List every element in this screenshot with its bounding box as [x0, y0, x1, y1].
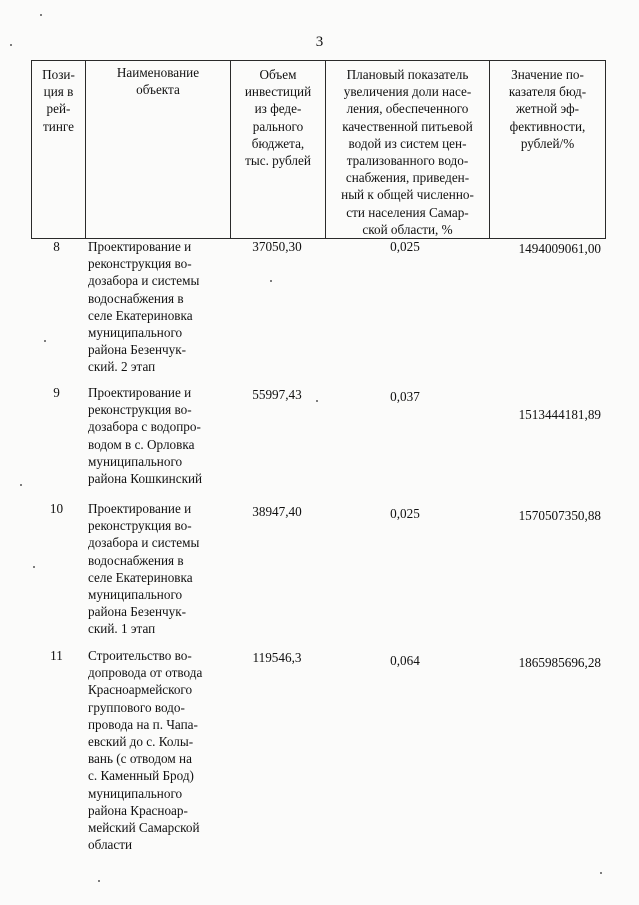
scan-speck	[20, 484, 22, 486]
row-planned-share: 0,037	[390, 389, 420, 404]
row-efficiency-value: 1570507350,88	[518, 508, 601, 523]
scan-speck	[98, 880, 100, 882]
header-divider	[605, 60, 606, 239]
row-position: 9	[53, 385, 60, 400]
row-object-name: Проектирование и реконструкция во- дозабора с водопро- водом в с. Орловка муниципального района Кошкинский	[88, 385, 203, 487]
row-investment-amount: 38947,40	[252, 504, 302, 519]
row-planned-share: 0,025	[390, 506, 420, 521]
scan-speck	[316, 400, 318, 402]
row-efficiency-value: 1865985696,28	[518, 655, 601, 670]
scan-speck	[40, 14, 42, 16]
page-number: 3	[315, 34, 324, 50]
header-efficiency: Значение по- казателя бюд- жетной эф- фективности, рублей/%	[508, 67, 587, 151]
row-investment-amount: 37050,30	[252, 239, 302, 254]
row-planned-share: 0,064	[390, 653, 420, 668]
row-investment-amount: 55997,43	[252, 387, 302, 402]
row-position: 8	[53, 239, 60, 254]
row-position: 11	[50, 648, 63, 663]
row-efficiency-value: 1494009061,00	[518, 241, 601, 256]
header-top-border	[31, 60, 606, 61]
scan-speck	[10, 44, 12, 46]
row-efficiency-value: 1513444181,89	[518, 407, 601, 422]
scan-speck	[33, 566, 35, 568]
row-object-name: Проектирование и реконструкция во- дозабора и системы водоснабжения в селе Екатериновка муниципального района Безенчук- ский. 2 этап	[88, 239, 200, 375]
header-name: Наименование объекта	[116, 65, 200, 98]
header-share: Плановый показатель увеличения доли насе- ления, обеспеченного качественной питьевой водой из систем цен- трализованного водо- снабжения, приведен- ный к общей численно- сти населения Самар- ской области, %	[341, 67, 474, 237]
row-position: 10	[49, 501, 64, 516]
scan-speck	[44, 340, 46, 342]
header-position: Пози- ция в рей- тинге	[42, 67, 75, 134]
scan-speck	[270, 280, 272, 282]
row-object-name: Строительство во- допровода от отвода Красноармейского группового водо- провода на п. Чапа- евский до с. Колы- вань (с отводом на с. Каменный Брод) муниципального района Красноар- мейский Самарской области	[88, 648, 203, 853]
scan-speck	[600, 872, 602, 874]
row-object-name: Проектирование и реконструкция во- дозабора и системы водоснабжения в селе Екатериновка муниципального района Безенчук- ский. 1 этап	[88, 501, 200, 637]
row-investment-amount: 119546,3	[252, 650, 302, 665]
row-planned-share: 0,025	[390, 239, 420, 254]
header-amount: Объем инвестиций из феде- рального бюджета, тыс. рублей	[244, 67, 312, 169]
